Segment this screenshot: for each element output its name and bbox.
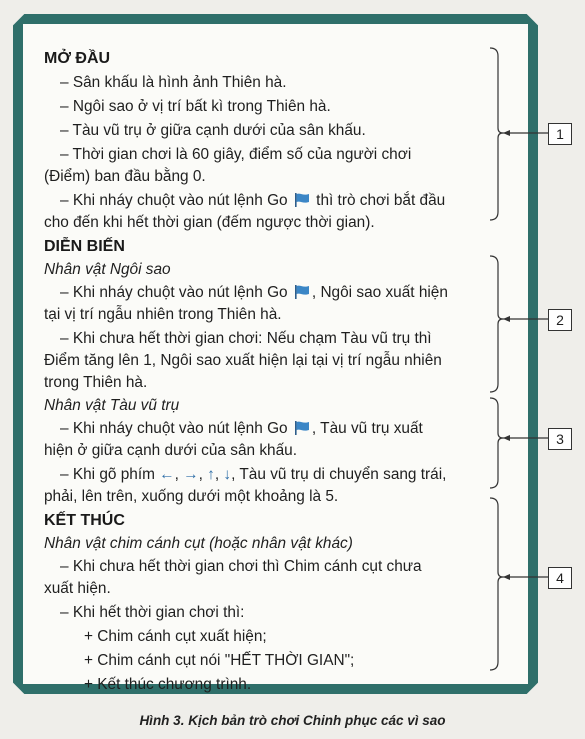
callout-4: 4 xyxy=(548,567,572,589)
ending-line-1b: xuất hiện. xyxy=(44,580,111,597)
intro-line-1: – Sân khấu là hình ảnh Thiên hà. xyxy=(60,74,287,91)
bracket-2 xyxy=(490,256,503,392)
intro-line-5a-post: thì trò chơi bắt đầu xyxy=(316,192,446,209)
ending-bullet-3: + Kết thúc chương trình. xyxy=(84,676,252,693)
star-line-1a-pre: – Khi nháy chuột vào nút lệnh Go xyxy=(60,284,288,301)
ship-line-1a-pre: – Khi nháy chuột vào nút lệnh Go xyxy=(60,420,288,437)
ship-line-1a-post: , Tàu vũ trụ xuất xyxy=(311,420,423,437)
star-line-2c: trong Thiên hà. xyxy=(44,374,148,391)
callout-1: 1 xyxy=(548,123,572,145)
ending-heading: KẾT THÚC xyxy=(44,512,125,529)
intro-line-2: – Ngôi sao ở vị trí bất kì trong Thiên hà. xyxy=(60,98,331,115)
intro-line-5b: cho đến khi hết thời gian (đếm ngược thời gian). xyxy=(44,214,375,231)
callout-2: 2 xyxy=(548,309,572,331)
ship-line-2a-pre: – Khi gõ phím xyxy=(60,466,155,483)
intro-line-5a-pre: – Khi nháy chuột vào nút lệnh Go xyxy=(60,192,288,209)
right-arrow-icon: → xyxy=(183,466,199,483)
star-line-1b: tại vị trí ngẫu nhiên trong Thiên hà. xyxy=(44,306,282,323)
bracket-3 xyxy=(490,398,503,488)
star-character-title: Nhân vật Ngôi sao xyxy=(44,261,171,278)
intro-heading: MỞ ĐẦU xyxy=(44,50,111,67)
ending-line-2: – Khi hết thời gian chơi thì: xyxy=(60,604,245,621)
ship-line-2a: – Khi gõ phím ←, →, ↑, ↓, Tàu vũ trụ di chuyển sang trái, xyxy=(60,466,447,483)
callout-3: 3 xyxy=(548,428,572,450)
ship-line-1b: hiện ở giữa cạnh dưới của sân khấu. xyxy=(44,442,297,459)
star-line-2b: Điểm tăng lên 1, Ngôi sao xuất hiện lại tại vị trí ngẫu nhiên xyxy=(44,352,442,369)
ending-line-1a: – Khi chưa hết thời gian chơi thì Chim cánh cụt chưa xyxy=(60,558,422,575)
ship-character-title: Nhân vật Tàu vũ trụ xyxy=(44,397,180,414)
bracket-1 xyxy=(490,48,503,220)
down-arrow-icon: ↓ xyxy=(223,466,232,483)
ending-bullet-2: + Chim cánh cụt nói "HẾT THỜI GIAN"; xyxy=(84,652,355,669)
ship-line-2a-post: , Tàu vũ trụ di chuyển sang trái, xyxy=(231,466,447,483)
star-line-2a: – Khi chưa hết thời gian chơi: Nếu chạm Tàu vũ trụ thì xyxy=(60,330,432,347)
intro-line-3: – Tàu vũ trụ ở giữa cạnh dưới của sân khấu. xyxy=(60,122,366,139)
intro-line-4b: (Điểm) ban đầu bằng 0. xyxy=(44,168,206,185)
development-heading: DIỄN BIẾN xyxy=(44,238,125,255)
penguin-character-title: Nhân vật chim cánh cụt (hoặc nhân vật khác) xyxy=(44,535,353,552)
bracket-4 xyxy=(490,498,503,670)
up-arrow-icon: ↑ xyxy=(207,466,215,483)
left-arrow-icon: ← xyxy=(159,466,175,483)
intro-line-4a: – Thời gian chơi là 60 giây, điểm số của người chơi xyxy=(60,146,412,163)
star-line-1a-post: , Ngôi sao xuất hiện xyxy=(311,284,448,301)
ship-line-2b: phải, lên trên, xuống dưới một khoảng là 5. xyxy=(44,488,339,505)
ending-bullet-1: + Chim cánh cụt xuất hiện; xyxy=(84,628,267,645)
figure-caption: Hình 3. Kịch bản trò chơi Chinh phục các vì sao xyxy=(139,713,446,728)
